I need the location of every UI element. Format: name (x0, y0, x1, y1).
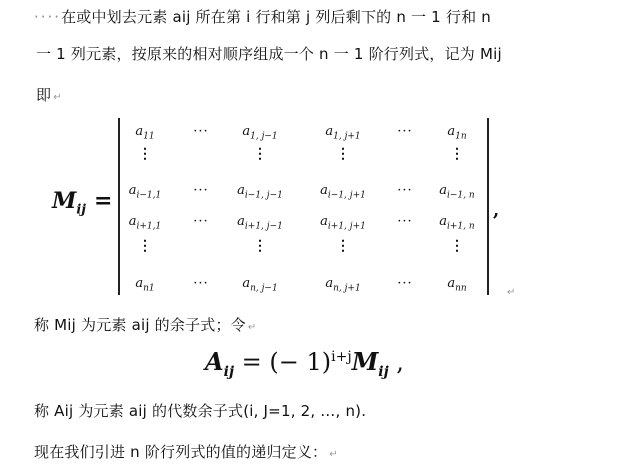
matrix-cell-r2-c6: ⋮ (450, 146, 464, 162)
matrix-entry-base: a (128, 183, 137, 198)
matrix-cell-r5-c6: ⋮ (450, 238, 464, 254)
matrix-entry-base: a (447, 276, 456, 291)
matrix-cell-r6-c6 (447, 276, 466, 294)
matrix-cell-r4-c6 (439, 214, 474, 232)
text-line-4-body: 称 Mij 为元素 aij 的余子式；令 (34, 316, 246, 334)
formula-A-sub: ij (223, 363, 235, 380)
text-line-4 (34, 314, 256, 335)
formula-M: M (351, 347, 379, 376)
matrix-entry-base: a (439, 214, 448, 229)
matrix-cell-r4-c3 (237, 214, 283, 232)
formula-exponent: i+j (331, 349, 352, 365)
paragraph-mark-icon: ↵ (53, 92, 62, 103)
cofactor-formula (205, 347, 404, 380)
matrix-entry-sub: 1, j+1 (333, 131, 361, 142)
determinant-bar-left (118, 118, 120, 295)
matrix-entry-base: a (237, 214, 245, 229)
matrix-cell-r1-c3 (242, 124, 277, 142)
matrix-equals: = (94, 188, 113, 214)
text-line-5 (34, 400, 366, 421)
text-line-6-body: 现在我们引进 n 阶行列式的值的递归定义： (34, 443, 328, 461)
matrix-cell-r6-c4 (325, 276, 360, 294)
matrix-cell-r2-c1: ⋮ (138, 146, 152, 162)
formula-M-sub: ij (378, 363, 389, 380)
matrix-cell-r3-c5: ··· (397, 183, 413, 198)
matrix-entry-sub: n, j−1 (250, 283, 278, 294)
matrix-cell-r3-c2: ··· (193, 183, 209, 198)
matrix-entry-base: a (135, 276, 144, 291)
matrix-lhs-sub: ij (76, 202, 87, 218)
matrix-trailing-comma: , (493, 200, 500, 221)
matrix-cell-r2-c3: ⋮ (253, 146, 267, 162)
matrix-lhs (52, 188, 112, 217)
matrix-cell-r3-c3 (237, 183, 283, 201)
leading-dots: ···· (34, 8, 62, 26)
text-line-1-body: 在或中划去元素 aij 所在第 i 行和第 j 列后剩下的 n 一 1 行和 n (61, 8, 491, 26)
determinant-bar-right (487, 118, 489, 295)
paragraph-mark-icon: ↵ (329, 449, 338, 460)
matrix-entry-sub: i−1, j−1 (244, 190, 283, 201)
matrix-entry-sub: i+1,1 (136, 221, 162, 232)
matrix-entry-sub: i+1, j−1 (244, 221, 283, 232)
matrix-lhs-letter: M (52, 188, 77, 214)
matrix-entry-base: a (447, 124, 456, 139)
matrix-entry-sub: i−1, j+1 (327, 190, 366, 201)
matrix-entry-sub: i−1, n (447, 190, 475, 201)
matrix-cell-r3-c1 (129, 183, 162, 201)
matrix-entry-base: a (242, 276, 251, 291)
matrix-cell-r4-c2: ··· (193, 214, 209, 229)
matrix-cell-r4-c4 (320, 214, 366, 232)
paragraph-mark-icon: ↵ (507, 287, 516, 298)
matrix-cell-r5-c1: ⋮ (138, 238, 152, 254)
matrix-entry-sub: 1n (455, 131, 467, 142)
matrix-entry-base: a (325, 124, 334, 139)
matrix-cell-r4-c1 (129, 214, 162, 232)
matrix-cell-r6-c2: ··· (193, 276, 209, 291)
matrix-cell-r1-c5: ··· (397, 124, 413, 139)
matrix-entry-base: a (242, 124, 251, 139)
matrix-entry-sub: i+1, n (447, 221, 475, 232)
matrix-entry-base: a (325, 276, 334, 291)
matrix-entry-sub: 11 (143, 131, 155, 142)
text-line-2 (36, 43, 502, 64)
matrix-cell-r5-c4: ⋮ (336, 238, 350, 254)
text-line-3 (36, 84, 62, 105)
matrix-cell-r1-c1 (135, 124, 154, 142)
text-line-3-body: 即 (36, 86, 52, 104)
paragraph-mark-icon: ↵ (247, 322, 257, 333)
matrix-entry-base: a (320, 183, 328, 198)
matrix-cell-r4-c5: ··· (397, 214, 413, 229)
formula-middle: = (− 1) (234, 348, 332, 376)
formula-tail: , (388, 348, 404, 376)
matrix-cell-r6-c5: ··· (397, 276, 413, 291)
matrix-entry-base: a (320, 214, 328, 229)
text-line-1 (34, 6, 491, 27)
matrix-entry-sub: i+1, j+1 (327, 221, 366, 232)
matrix-entry-sub: n1 (143, 283, 155, 294)
matrix-entry-sub: 1, j−1 (250, 131, 278, 142)
matrix-cell-r5-c3: ⋮ (253, 238, 267, 254)
matrix-cell-r1-c6 (447, 124, 466, 142)
text-line-6 (34, 441, 338, 462)
matrix-entry-base: a (128, 214, 137, 229)
matrix-cell-r6-c1 (135, 276, 154, 294)
matrix-entry-sub: nn (455, 283, 467, 294)
matrix-entry-base: a (439, 183, 448, 198)
text-line-5-body: 称 Aij 为元素 aij 的代数余子式(i, J=1, 2, …, n). (34, 402, 367, 420)
matrix-cell-r1-c2: ··· (193, 124, 209, 139)
matrix-entry-base: a (237, 183, 245, 198)
matrix-cell-r6-c3 (242, 276, 277, 294)
formula-A: A (205, 347, 224, 376)
text-line-2-body: 一 1 列元素，按原来的相对顺序组成一个 n 一 1 阶行列式，记为 Mij (36, 45, 502, 63)
matrix-cell-r3-c6 (439, 183, 474, 201)
matrix-cell-r1-c4 (325, 124, 360, 142)
matrix-entry-sub: n, j+1 (333, 283, 361, 294)
matrix-cell-r2-c4: ⋮ (336, 146, 350, 162)
matrix-entry-sub: i−1,1 (136, 190, 162, 201)
matrix-cell-r3-c4 (320, 183, 366, 201)
matrix-entry-base: a (135, 124, 144, 139)
